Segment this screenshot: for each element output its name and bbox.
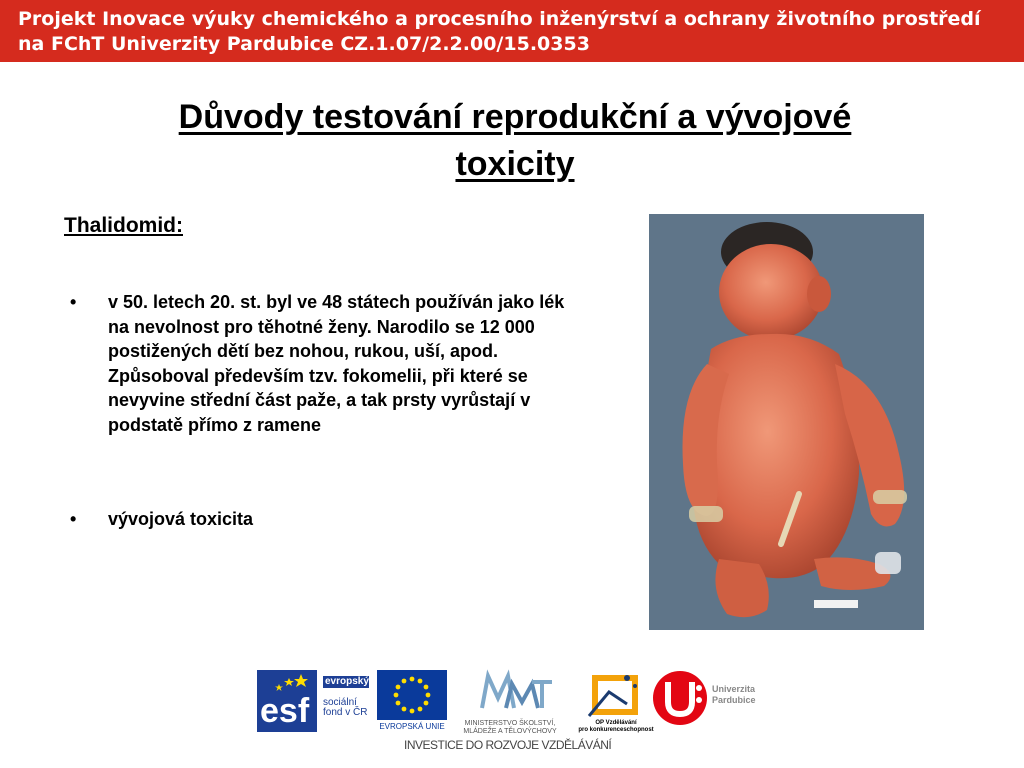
footer-logos (0, 660, 1024, 768)
thalidomide-infant-photo (649, 214, 924, 630)
upce-logo (652, 668, 762, 734)
eu-flag-stars (377, 670, 447, 720)
slide-title (60, 94, 970, 188)
eu-label: EVROPSKÁ UNIE (379, 722, 445, 731)
title-line-2: toxicity (455, 145, 575, 183)
project-banner (0, 0, 1024, 62)
upce-mark (652, 668, 710, 730)
msmt-mark (450, 668, 570, 718)
esf-text-line2: sociální (323, 697, 357, 708)
op-label-line1: OP Vzdělávání (595, 720, 637, 726)
eu-flag (377, 670, 447, 720)
esf-logo (257, 670, 369, 732)
upce-line1: Univerzita (712, 684, 756, 694)
op-label (577, 720, 655, 734)
esf-text (323, 676, 369, 718)
op-mark (583, 670, 649, 720)
banner-line-2: na FChT Univerzity Pardubice CZ.1.07/2.2.00/15.0353 (18, 33, 590, 55)
svg-text:esf: esf (260, 692, 310, 730)
esf-text-line3: fond v ČR (323, 707, 368, 718)
esf-mark-graphic (257, 670, 317, 732)
bullet-list (70, 290, 570, 532)
op-logo (578, 670, 654, 734)
upce-line2: Pardubice (712, 695, 756, 705)
msmt-logo (450, 668, 570, 734)
bullet-item: • v 50. letech 20. st. byl ve 48 státech používán jako lék na nevolnost pro těhotné ženy. Narodilo se 12 000 postižených dětí bez nohou, rukou, uší, apod. Způsoboval především tzv. fokomelii, při které se nevyvine střední část paže, a tak prsty vyrůstají v podstatě přímo z ramene (70, 290, 570, 437)
esf-text-top: evropský (325, 676, 369, 687)
msmt-label: MINISTERSTVO ŠKOLSTVÍ, MLÁDEŽE A TĚLOVÝCHOVY (463, 720, 557, 735)
eu-logo (377, 670, 447, 732)
slide-subtitle: Thalidomid: (64, 214, 183, 237)
upce-text (712, 684, 756, 706)
banner-line-1: Projekt Inovace výuky chemického a procesního inženýrství a ochrany životního prostředí (18, 8, 981, 30)
esf-mark (257, 670, 317, 732)
title-line-1: Důvody testování reprodukční a vývojové (178, 98, 852, 136)
bullet-item: • vývojová toxicita (70, 507, 570, 532)
photo-illustration (649, 214, 924, 630)
investice-tagline: INVESTICE DO ROZVOJE VZDĚLÁVÁNÍ (404, 738, 612, 752)
op-label-line2: pro konkurenceschopnost (578, 727, 654, 733)
